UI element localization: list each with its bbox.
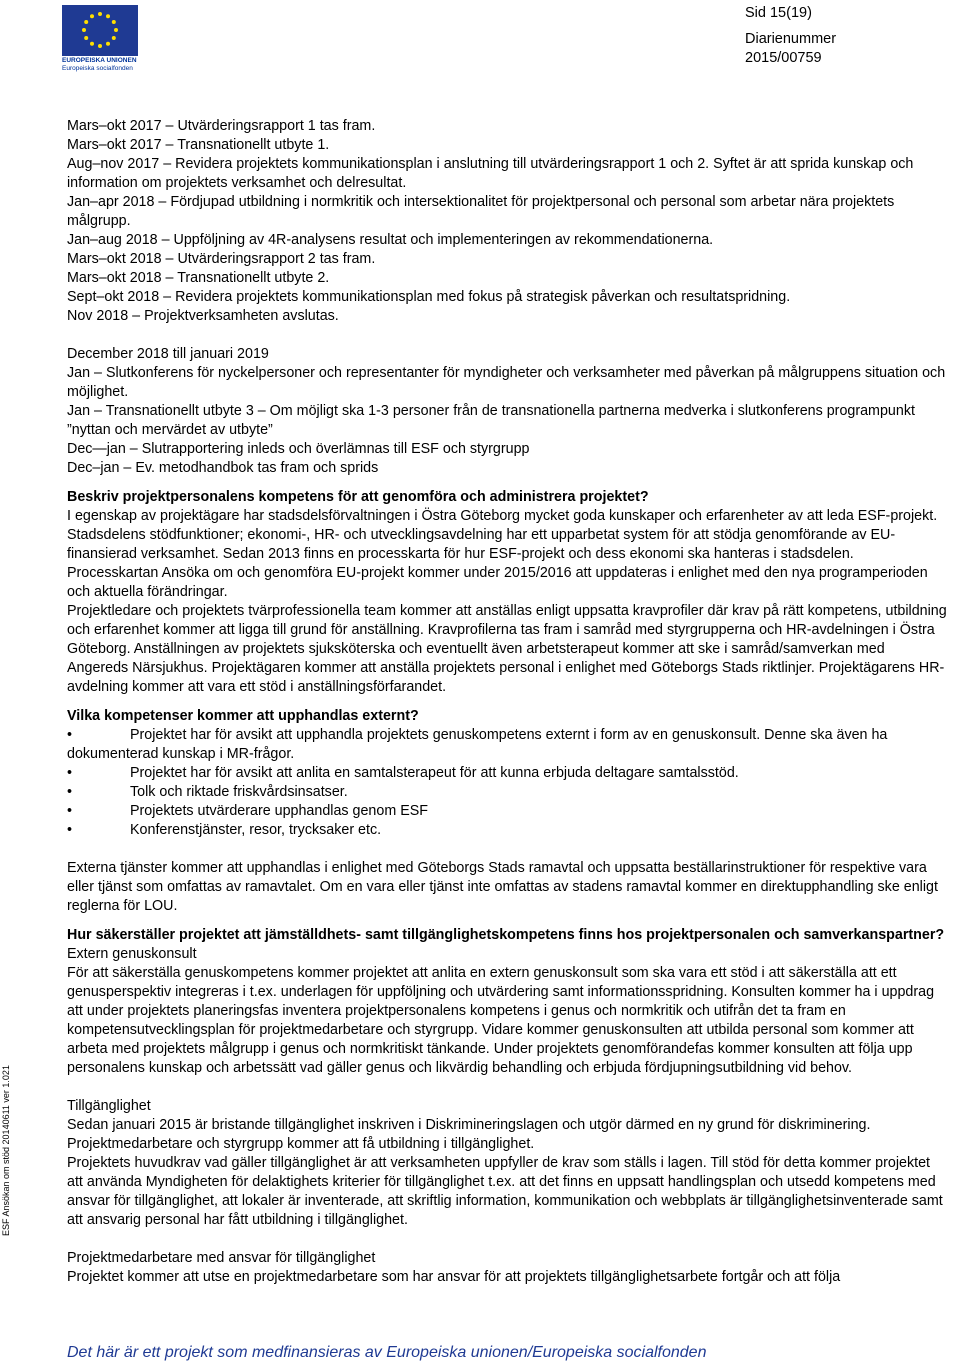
sub-heading: Tillgänglighet [67,1098,151,1114]
bullet-item: • Projektet har för avsikt att upphandla projektets genuskompetens externt i form av en genuskonsult. Denne ska även ha dokumenterad kunskap i MR-frågor. [67,727,888,762]
timeline-item: Jan–apr 2018 – Fördjupad utbildning i normkritik och intersektionalitet för projektpersonal och personal som arbetar nära projektets målgrupp. [67,194,895,229]
section-heading: Hur säkerställer projektet att jämställdhets- samt tillgänglighetskompetens finns hos projektpersonalen och samverkanspartner? [67,927,945,943]
page-number: Sid 15(19) [745,5,812,21]
timeline-item: Jan – Slutkonferens för nyckelpersoner och representanter för myndigheter och verksamheter med påverkan på målgruppens situation och möjlighet. [67,365,946,400]
paragraph: Sedan januari 2015 är bristande tillgänglighet inskriven i Diskrimineringslagen och utgör därmed en ny grund för diskriminering. Projektmedarbetare och styrgrupp kommer att få utbildning i tillgänglighet. [67,1117,871,1152]
sub-heading: Extern genuskonsult [67,946,197,962]
document-body [67,117,947,1287]
eu-flag-icon [62,5,138,56]
paragraph: Projektet kommer att utse en projektmedarbetare som har ansvar för att projektets tillgänglighetsarbete fortgår och att följa [67,1269,841,1285]
diarie-label: Diarienummer [745,31,837,47]
bullet-item: • Projektets utvärderare upphandlas genom ESF [67,803,429,819]
timeline-item: Dec–jan – Ev. metodhandbok tas fram och sprids [67,460,379,476]
bullet-item: • Konferenstjänster, resor, trycksaker etc. [67,822,382,838]
timeline-item: Mars–okt 2018 – Utvärderingsrapport 2 tas fram. [67,251,376,267]
timeline-item: Jan–aug 2018 – Uppföljning av 4R-analysens resultat och implementeringen av rekommendationerna. [67,232,714,248]
sidebar-version-text: ESF Ansökan om stöd 20140611 ver 1.021 [1,1065,11,1236]
timeline-item: Mars–okt 2017 – Utvärderingsrapport 1 tas fram. [67,118,376,134]
bullet-icon: • [67,784,73,800]
paragraph: Projektledare och projektets tvärprofessionella team kommer att anställas enligt uppsatta kravprofiler där krav på rätt kompetens, utbildning och erfarenhet kommer att ligga till grund för anställning. Kravprofilerna tas fram i samråd med styrgrupperna och HR-avdelningen i Östra Göteborg. Anställningen av projektets sjuksköterska och eventuellt även arbetsterapeut kommer att ske i samråd/samverkan med Angereds Närsjukhus. Projektägaren kommer att anställa projektets personal i enlighet med Göteborgs Stads riktlinjer. Projektägarens HR-avdelning kommer att vara ett stöd i anställningsförfarandet. [67,603,947,695]
bullet-icon: • [67,803,73,819]
timeline-item: Aug–nov 2017 – Revidera projektets kommunikationsplan i anslutning till utvärderingsrapport 1 och 2. Syftet är att sprida kunskap och information om projektets verksamhet och delresultat. [67,156,914,191]
timeline-heading: December 2018 till januari 2019 [67,346,269,362]
paragraph: I egenskap av projektägare har stadsdelsförvaltningen i Östra Göteborg mycket goda kunskaper och erfarenheter av att leda ESF-projekt. Stadsdelens stödfunktioner; ekonomi-, HR- och utvecklingsavdelning har ett upparbetat system för att stödja genomförande av EU-finansierad verksamhet. Sedan 2013 finns en processkarta för hur ESF-projekt och dess ekonomi ska hanteras i stadsdelen. Processkartan Ansöka om och genomföra EU-projekt kommer under 2015/2016 att uppdateras i enlighet med den nya programperioden och aktuella förändringar. [67,508,938,600]
timeline-item: Mars–okt 2018 – Transnationellt utbyte 2. [67,270,330,286]
timeline-item: Jan – Transnationellt utbyte 3 – Om möjligt ska 1-3 personer från de transnationella partnerna medverka i slutkonferens programpunkt ”nyttan och mervärdet av utbyte” [67,403,915,438]
bullet-item: • Projektet har för avsikt att anlita en samtalsterapeut för att kunna erbjuda deltagare samtalsstöd. [67,765,739,781]
timeline-item: Sept–okt 2018 – Revidera projektets kommunikationsplan med fokus på strategisk påverkan och resultatspridning. [67,289,791,305]
diarie-number: 2015/00759 [745,50,822,66]
paragraph: Projektets huvudkrav vad gäller tillgänglighet är att verksamheten uppfyller de krav som ställs i lagen. Till stöd för detta kommer projektet att använda Myndigheten för delaktighets kriterier för tillgänglighet t.ex. att det finns en uppsatt handlingsplan och utsedd kompetens med ansvar för tillgänglighet, att lokaler är inventerade, att skriftlig information, kommunikation och webbplats är tillgänglighetsinventerade samt att ansvarig personal har fått utbildning i tillgänglighet. [67,1155,943,1228]
section-heading: Vilka kompetenser kommer att upphandlas externt? [67,708,419,724]
eu-logo [62,5,138,71]
timeline-item: Nov 2018 – Projektverksamheten avslutas. [67,308,339,324]
eu-logo-text: EUROPEISKA UNIONEN Europeiska socialfonden [62,57,137,72]
bullet-icon: • [67,765,73,781]
section-heading: Beskriv projektpersonalens kompetens för att genomföra och administrera projektet? [67,489,649,505]
page-header [745,4,836,68]
timeline-item: Mars–okt 2017 – Transnationellt utbyte 1. [67,137,330,153]
paragraph: För att säkerställa genuskompetens kommer projektet att anlita en extern genuskonsult som ska vara ett stöd i att säkerställa att ett genusperspektiv integreras i t.ex. underlagen för uppföljning och utvärdering samt informationsspridning. Konsulten kommer ha i uppdrag att under projektets planeringsfas inventera projektpersonalens kompetens i genus och normkritik och utifrån det ta fram en kompetensutvecklingsplan för projektmedarbetare och styrgrupp. Vidare kommer genuskonsulten att utbilda personal som kommer att arbeta med projektets målgrupp i genus och normkritiskt tänkande. Under projektets genomförandefas kommer konsulten att följa upp personalens kunskap och arbetssätt vad gäller genus och likvärdig behandling och erbjuda fördjupningsutbildning vid behov. [67,965,935,1076]
bullet-icon: • [67,727,73,743]
page-footer: Det här är ett projekt som medfinansieras av Europeiska unionen/Europeiska socialfonden [67,1344,707,1361]
bullet-icon: • [67,822,73,838]
timeline-item: Dec—jan – Slutrapportering inleds och överlämnas till ESF och styrgrupp [67,441,530,457]
bullet-item: • Tolk och riktade friskvårdsinsatser. [67,784,348,800]
paragraph: Externa tjänster kommer att upphandlas i enlighet med Göteborgs Stads ramavtal och uppsatta beställarinstruktioner för respektive vara eller tjänst som omfattas av ramavtalet. Om en vara eller tjänst inte omfattas av stadens ramavtal kommer en direktupphandling ske enligt reglerna för LOU. [67,860,938,914]
sub-heading: Projektmedarbetare med ansvar för tillgänglighet [67,1250,376,1266]
